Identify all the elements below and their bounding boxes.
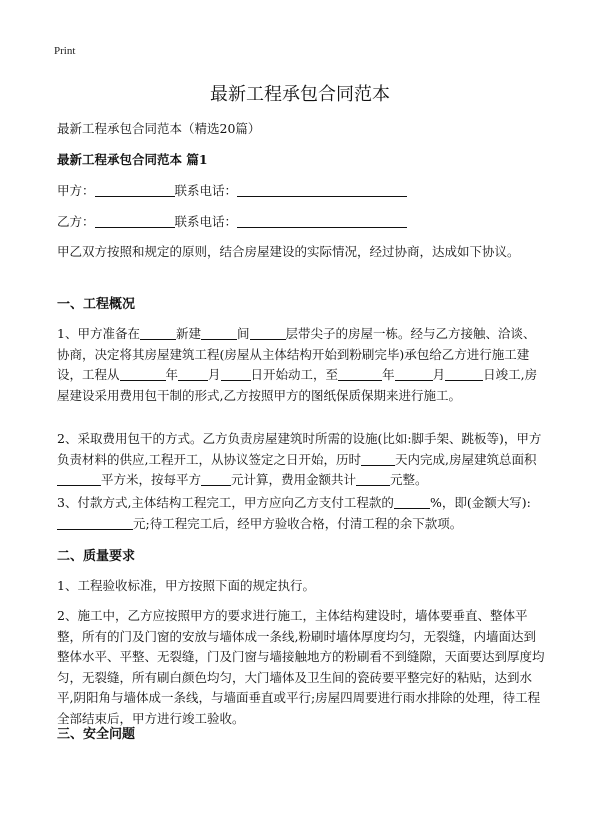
p1-text-j: 日竣工,房屋建设采用费用包干制的形式,乙方按照甲方的图纸保质保期来进行施工。 xyxy=(57,367,538,403)
page-title: 最新工程承包合同范本 xyxy=(210,84,390,105)
blank xyxy=(338,366,382,381)
party-b-blank xyxy=(95,213,175,228)
blank xyxy=(250,325,286,340)
p1-text-e: 年 xyxy=(165,367,179,382)
heading-safety: 三、安全问题 xyxy=(57,727,136,742)
p1-text-h: 年 xyxy=(382,367,395,382)
p1-text-c: 间 xyxy=(236,326,250,341)
section-title: 最新工程承包合同范本 篇1 xyxy=(57,152,208,167)
p1-text-a: 1、甲方准备在 xyxy=(57,326,140,341)
blank xyxy=(221,366,251,381)
party-a-phone-blank xyxy=(237,182,407,197)
p2-text-a: 2、采取费用包干的方式。乙方负责房屋建筑时所需的设施(比如:脚手架、跳板等)，甲方负责材料的供应,工程开工，从协议签定之日开始，历时 xyxy=(57,431,542,467)
quality-paragraph-2: 2、施工中，乙方应按照甲方的要求进行施工，主体结构建设时，墙体要垂直、整体平整，所有的门及门窗的安放与墙体成一条线,粉刷时墙体厚度均匀，无裂缝，内墙面达到整体水平、平整、无裂缝，门及门窗与墙接触地方的粉刷看不到缝隙，天面要达到厚度均匀，无裂缝，所有刷白颜色均匀，大门墙体及卫生间的瓷砖要平整完好的粘贴，达到水平,阴阳角与墙体成一条线，与墙面垂直或平行;房屋四周要进行雨水排除的处理，待工程全部结束后，甲方进行竣工验收。 xyxy=(57,608,545,726)
p1-text-b: 新建 xyxy=(175,326,201,341)
quality-paragraph-1: 1、工程验收标准，甲方按照下面的规定执行。 xyxy=(57,578,315,593)
blank xyxy=(201,471,231,486)
heading-quality: 二、质量要求 xyxy=(57,549,136,564)
p3-text-b: %，即(金额大写): xyxy=(429,495,531,510)
p2-text-d: 元计算，费用金额共计 xyxy=(231,472,357,487)
blank xyxy=(120,366,166,381)
blank xyxy=(395,366,433,381)
p2-text-b: 天内完成,房屋建筑总面积 xyxy=(394,451,537,467)
party-a-label: 甲方： xyxy=(57,183,95,198)
blank xyxy=(361,451,395,466)
intro-paragraph: 甲乙双方按照和规定的原则，结合房屋建设的实际情况，经过协商，达成如下协议。 xyxy=(57,244,520,259)
p1-text-f: 月 xyxy=(208,367,221,382)
blank xyxy=(140,325,176,340)
heading-project-overview: 一、工程概况 xyxy=(57,297,136,312)
p3-text-a: 3、付款方式,主体结构工程完工，甲方应向乙方支付工程款的 xyxy=(57,495,394,510)
p2-text-c: 平方米，按每平方 xyxy=(101,472,202,487)
party-b-line xyxy=(57,212,407,233)
blank xyxy=(445,366,483,381)
blank xyxy=(57,471,101,486)
party-b-contact-label: 联系电话： xyxy=(174,214,238,229)
party-a-blank xyxy=(95,182,175,197)
p1-text-d: 层带尖子的房屋一栋。经与乙方接触、洽谈、协商，决定将其房屋建筑工程(房屋从主体结构开始到粉刷完毕)承包给乙方进行施工建设，工程从 xyxy=(57,326,536,382)
p1-text-i: 月 xyxy=(432,367,446,382)
party-b-label: 乙方： xyxy=(57,214,95,229)
p2-text-e: 元整。 xyxy=(390,472,428,487)
paragraph-1 xyxy=(57,324,547,406)
p1-text-g: 日开始动工，至 xyxy=(250,367,339,382)
party-a-line xyxy=(57,181,407,202)
blank xyxy=(394,494,430,509)
blank xyxy=(57,515,133,530)
blank xyxy=(178,366,208,381)
paragraph-3 xyxy=(57,493,547,534)
print-label[interactable]: Print xyxy=(54,45,76,57)
paragraph-2 xyxy=(57,429,547,491)
blank xyxy=(356,471,390,486)
blank xyxy=(201,325,237,340)
subtitle: 最新工程承包合同范本（精选20篇） xyxy=(57,121,261,136)
party-b-phone-blank xyxy=(237,213,407,228)
party-a-contact-label: 联系电话： xyxy=(174,183,238,198)
p3-text-c: 元;待工程完工后，经甲方验收合格，付清工程的余下款项。 xyxy=(133,515,463,531)
